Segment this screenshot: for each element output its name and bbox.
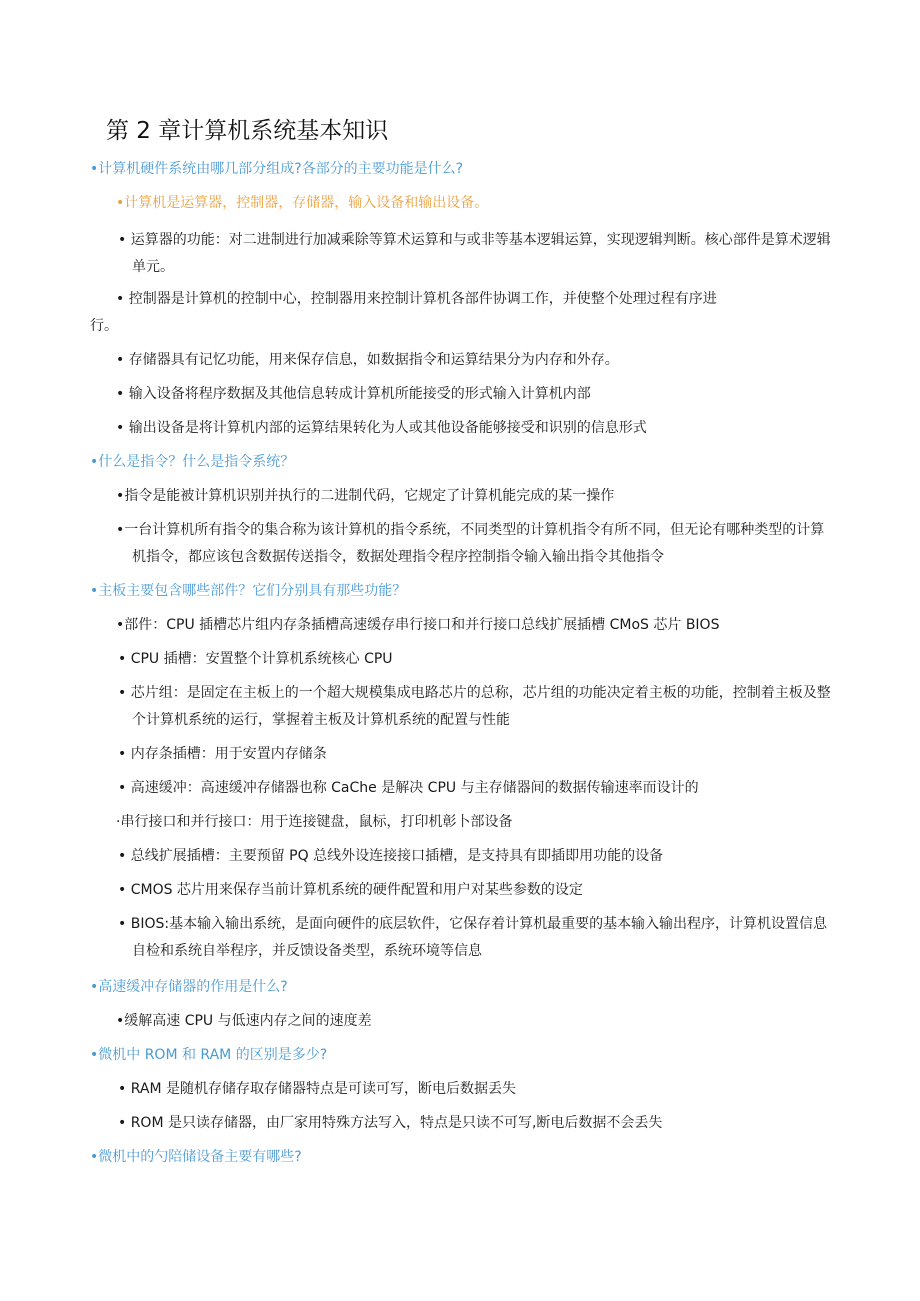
list-item-bus-slot: • 总线扩展插槽：主要预留 PQ 总线外设连接接口插槽，是支持具有即插即用功能的设备 (118, 848, 664, 864)
question-instruction: •什么是指令？什么是指令系统？ (90, 454, 295, 470)
list-item-ports: ·串行接口和并行接口：用于连接键盘，鼠标，打印机彰卜部设备 (116, 814, 513, 830)
list-item-memory-slot: • 内存条插槽：用于安置内存储条 (118, 746, 327, 762)
list-item-bios: • BIOS:基本输入输出系统，是面向硬件的底层软件，它保存着计算机最重要的基本输入输出程序，计算机设置信息自检和系统自举程序，并反馈设备类型，系统环境等信息 (118, 916, 828, 959)
question-cache: •高速缓冲存储器的作用是什么? (90, 979, 288, 995)
list-item-cmos: • CMOS 芯片用来保存当前计算机系统的硬件配置和用户对某些参数的设定 (118, 882, 583, 898)
question-motherboard: •主板主要包含哪些部件？它们分别具有那些功能？ (90, 583, 407, 599)
list-item-components: •部件：CPU 插槽芯片组内存条插槽高速缓存串行接口和并行接口总线扩展插槽 CMoS 芯片 BIOS (116, 617, 720, 633)
list-item-ram: • RAM 是随机存储存取存储器特点是可读可写，断电后数据丢失 (118, 1081, 516, 1097)
list-item-rom: • ROM 是只读存储器，由厂家用特殊方法写入，特点是只读不可写,断电后数据不会丢失 (118, 1115, 663, 1131)
question-hardware: •计算机硬件系统由哪几部分组成?各部分的主要功能是什么? (90, 161, 464, 177)
list-item-cache-role: •缓解高速 CPU 与低速内存之间的速度差 (116, 1013, 372, 1029)
list-item-memory: • 存储器具有记忆功能，用来保存信息，如数据指令和运算结果分为内存和外存。 (116, 352, 619, 368)
list-item-instruction-set: •一台计算机所有指令的集合称为该计算机的指令系统，不同类型的计算机指令有所不同，但无论有哪种类型的计算机指令，都应该包含数据传送指令，数据处理指令程序控制指令输入输出指令其他指令 (116, 522, 825, 565)
answer-hardware: •计算机是运算器，控制器，存储器，输入设备和输出设备。 (116, 195, 489, 211)
list-item-alu: • 运算器的功能：对二进制进行加减乘除等算术运算和与或非等基本逻辑运算，实现逻辑判断。核心部件是算术逻辑单元。 (118, 232, 831, 275)
page-title: 第 2 章计算机系统基本知识 (106, 118, 389, 144)
question-rom-ram: •微机中 ROM 和 RAM 的区别是多少? (90, 1047, 328, 1063)
list-item-controller-cont: 行。 (90, 318, 118, 334)
list-item-chipset: • 芯片组：是固定在主板上的一个超大规模集成电路芯片的总称，芯片组的功能决定着主板的功能，控制着主板及整个计算机系统的运行，掌握着主板及计算机系统的配置与性能 (118, 685, 831, 728)
list-item-cpu-socket: • CPU 插槽：安置整个计算机系统核心 CPU (118, 651, 393, 667)
list-item-controller: • 控制器是计算机的控制中心，控制器用来控制计算机各部件协调工作，并使整个处理过程有序进 (116, 291, 717, 307)
list-item-output: • 输出设备是将计算机内部的运算结果转化为人或其他设备能够接受和识别的信息形式 (116, 420, 647, 436)
list-item-instruction: •指令是能被计算机识别并执行的二进制代码，它规定了计算机能完成的某一操作 (116, 488, 615, 504)
question-storage: •微机中的勺陪储设备主要有哪些? (90, 1149, 302, 1165)
list-item-input: • 输入设备将程序数据及其他信息转成计算机所能接受的形式输入计算机内部 (116, 386, 591, 402)
list-item-cache: • 高速缓冲：高速缓冲存储器也称 CaChe 是解决 CPU 与主存储器间的数据传输速率而设计的 (118, 780, 699, 796)
